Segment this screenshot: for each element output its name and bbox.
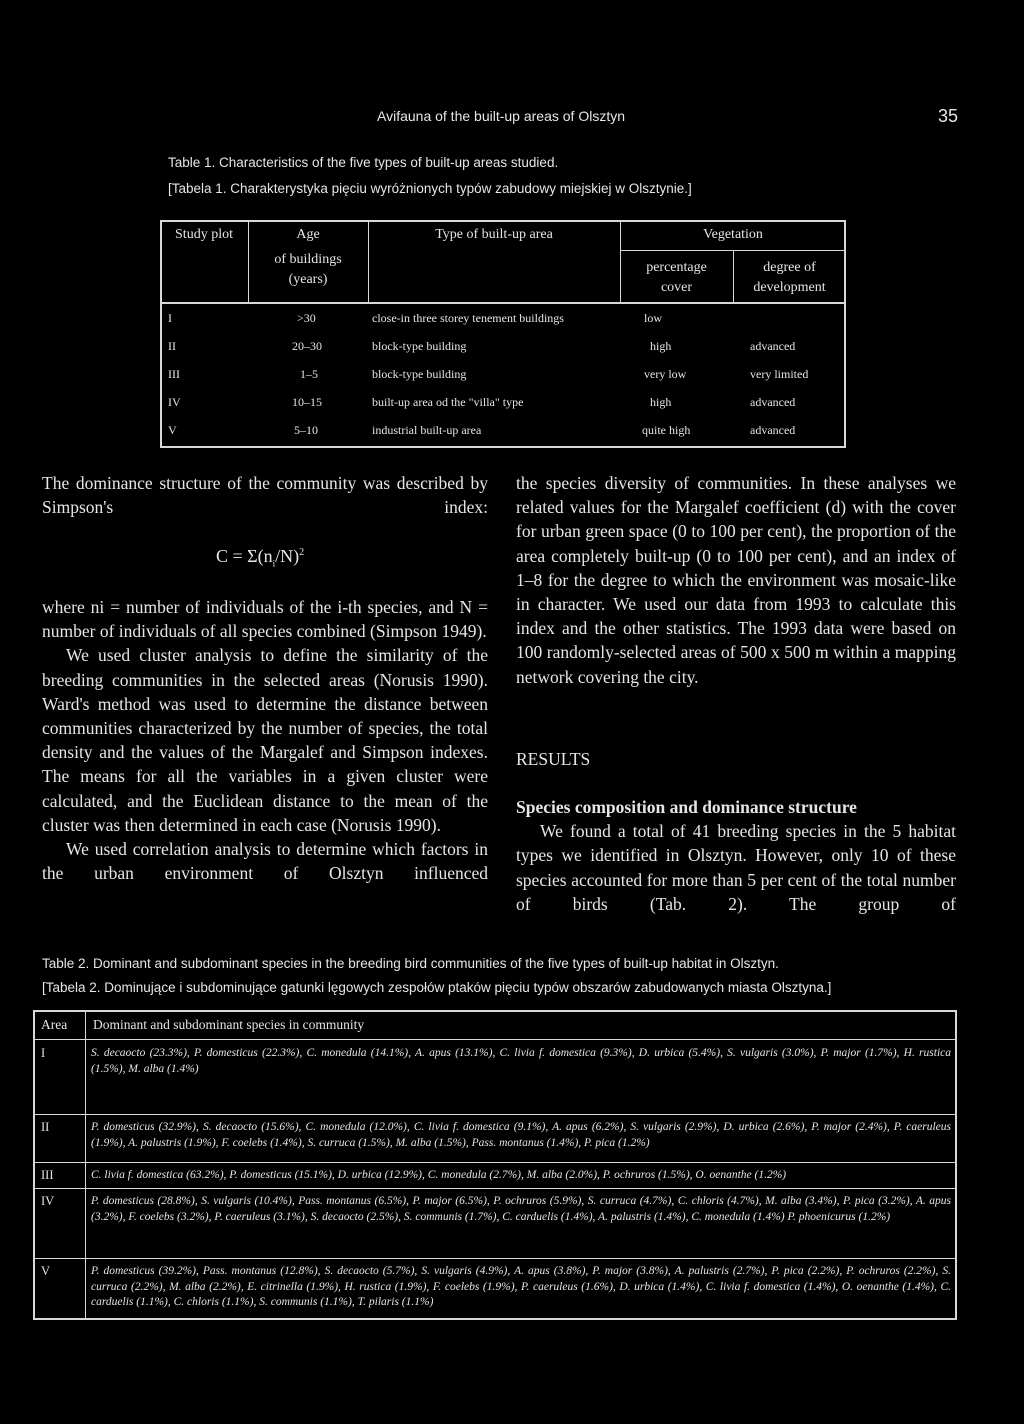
row-area: I	[41, 1046, 46, 1060]
table2-divider	[85, 1010, 86, 1320]
row-area: III	[41, 1168, 54, 1182]
table2-caption	[42, 952, 831, 1000]
page-number: 35	[938, 106, 959, 126]
table2-caption-pl: [Tabela 2. Dominujące i subdominujące gatunki lęgowych zespołów ptaków pięciu typów obszarów zabudowanych miasta Olsztyna.]	[42, 980, 832, 995]
row-plot: V	[168, 423, 177, 437]
subsection-heading: Species composition and dominance structure	[516, 797, 857, 818]
table2-divider	[33, 1039, 957, 1040]
table2-divider	[33, 1258, 957, 1259]
row-cover: high	[650, 395, 672, 409]
header-species: Dominant and subdominant species in community	[93, 1017, 365, 1032]
simpson-formula: $C = \Sigma(n_i/N)^2$	[216, 546, 305, 569]
table1-caption-pl: [Tabela 1. Charakterystyka pięciu wyróżnionych typów zabudowy miejskiej w Olsztynie.]	[168, 181, 692, 196]
row-plot: III	[168, 367, 180, 381]
header-type: Type of built-up area	[435, 227, 553, 242]
header-study-plot: Study plot	[175, 227, 233, 242]
table2-divider	[33, 1162, 957, 1163]
running-head: Avifauna of the built-up areas of Olsztyn	[377, 108, 625, 124]
row-plot: IV	[168, 395, 181, 409]
row-species: C. livia f. domestica (63.2%), P. domesticus (15.1%), D. urbica (12.9%), C. monedula (2.7%), M. alba (2.0%), P. ochruros (1.5%), O. oenanthe (1.2%)	[91, 1169, 787, 1181]
row-age: 20–30	[292, 339, 322, 353]
row-cover: quite high	[642, 423, 691, 437]
table1	[160, 220, 846, 448]
right-paragraph-2: We found a total of 41 breeding species in the 5 habitat types we identified in Olsztyn. However, only 10 of these species accounted for more than 5 per cent of the total number of birds (Tab. 2). The group of	[516, 821, 956, 914]
row-degree: advanced	[750, 395, 796, 409]
row-area: IV	[41, 1194, 55, 1208]
row-age: >30	[297, 311, 316, 325]
header-age-sub1: of buildings	[274, 252, 342, 267]
table2-divider	[33, 1188, 957, 1189]
row-species: P. domesticus (32.9%), S. decaocto (15.6%), C. monedula (12.0%), C. livia f. domestica (9.1%), A. apus (6.2%), S. vulgaris (2.9%), D. urbica (2.6%), P. major (2.4%), P. caeruleus (1.9%), A. palustris (1.9%), F. coelebs (1.4%), S. curruca (1.5%), M. alba (1.5%), Pass. montanus (1.4%), P. pica (1.2%)	[91, 1121, 951, 1149]
left-column-bottom	[42, 595, 488, 885]
right-paragraph-1: the species diversity of communities. In these analyses we related values for the Margalef coefficient (d) with the cover for urban green space (0 to 100 per cent), the proportion of the area completely built-up (0 to 100 per cent), and an index of 1–8 for the degree to which the environment was mosaic-like in character. We used our data from 1993 to calculate this index and the other statistics. The 1993 data were based on 100 randomly-selected areas of 500 x 500 m within a mapping network covering the city.	[516, 473, 956, 687]
row-cover: very low	[644, 367, 687, 381]
row-age: 1–5	[300, 367, 318, 381]
header-age: Age	[296, 227, 320, 242]
results-heading: RESULTS	[516, 748, 591, 769]
left-paragraph-3: We used cluster analysis to define the similarity of the breeding communities in the selected areas (Norusis 1990). Ward's method was used to determine the distance between communities characterized by the number of species, the total density and the values of the Margalef and Simpson indexes. The means for all the variables in a given cluster were calculated, and the Euclidean distance to the mean of the cluster was then determined in each case (Norusis 1990).	[42, 645, 488, 835]
header-degree-line1: degree of	[763, 260, 816, 275]
row-plot: II	[168, 339, 176, 353]
table2-caption-en: Table 2. Dominant and subdominant species in the breeding bird communities of the five types of built-up habitat in Olsztyn.	[42, 956, 779, 971]
table1-divider	[620, 250, 846, 251]
row-area: II	[41, 1120, 50, 1134]
right-column	[516, 471, 956, 916]
left-paragraph-1: The dominance structure of the community was described by Simpson's index:	[42, 473, 488, 518]
header-age-sub2: (years)	[288, 272, 328, 287]
table1-header-rule	[160, 302, 846, 304]
header-pct-cover-line1: percentage	[646, 260, 707, 275]
row-age: 5–10	[294, 423, 318, 437]
row-type: built-up area od the "villa" type	[372, 395, 524, 409]
row-type: close-in three storey tenement buildings	[372, 311, 564, 325]
row-type: industrial built-up area	[372, 423, 482, 437]
left-paragraph-2: where ni = number of individuals of the i-th species, and N = number of individuals of all species combined (Simpson 1949).	[42, 597, 488, 642]
table2-divider	[33, 1114, 957, 1115]
row-age: 10–15	[292, 395, 322, 409]
header-pct-cover	[620, 258, 733, 298]
row-cover: low	[644, 311, 662, 325]
row-cover: high	[650, 339, 672, 353]
row-area: V	[41, 1264, 51, 1278]
header-degree	[733, 258, 846, 298]
header-area: Area	[41, 1017, 68, 1032]
left-column-top	[42, 471, 488, 519]
header-degree-line2: development	[753, 280, 826, 295]
table2	[33, 1010, 957, 1320]
table1-caption-en: Table 1. Characteristics of the five types of built-up areas studied.	[168, 155, 559, 170]
row-degree: advanced	[750, 423, 796, 437]
row-type: block-type building	[372, 367, 467, 381]
row-species: P. domesticus (28.8%), S. vulgaris (10.4%), Pass. montanus (6.5%), P. major (6.5%), P. ochruros (5.9%), S. curruca (4.7%), C. chloris (4.7%), M. alba (3.4%), P. pica (3.2%), A. apus (3.2%), F. coelebs (3.2%), P. caeruleus (3.1%), S. decaocto (2.5%), S. communis (1.7%), C. carduelis (1.4%), A. palustris (1.4%), C. monedula (1.4%) P. phoenicurus (1.2%)	[91, 1195, 951, 1223]
row-plot: I	[168, 311, 172, 325]
row-species: S. decaocto (23.3%), P. domesticus (22.3%), C. monedula (14.1%), A. apus (13.1%), C. livia f. domestica (9.3%), D. urbica (5.4%), S. vulgaris (3.0%), P. major (1.7%), H. rustica (1.5%), M. alba (1.4%)	[91, 1047, 951, 1075]
row-degree: advanced	[750, 339, 796, 353]
row-degree: very limited	[750, 367, 809, 381]
table1-caption	[168, 150, 692, 202]
row-type: block-type building	[372, 339, 467, 353]
header-pct-cover-line2: cover	[660, 280, 693, 295]
row-species: P. domesticus (39.2%), Pass. montanus (12.8%), S. decaocto (5.7%), S. vulgaris (4.9%), A. apus (3.8%), P. major (3.8%), A. palustris (2.7%), P. pica (2.2%), P. ochruros (2.2%), S. curruca (2.2%), M. alba (2.2%), E. citrinella (1.9%), H. rustica (1.9%), F. coelebs (1.9%), P. caeruleus (1.6%), D. urbica (1.4%), C. livia f. domestica (1.4%), O. oenanthe (1.4%), C. carduelis (1.1%), C. chloris (1.1%), S. communis (1.1%), T. pilaris (1.1%)	[91, 1265, 951, 1309]
header-vegetation: Vegetation	[703, 227, 763, 242]
left-paragraph-4: We used correlation analysis to determine which factors in the urban environment of Olsztyn influenced	[42, 839, 488, 884]
